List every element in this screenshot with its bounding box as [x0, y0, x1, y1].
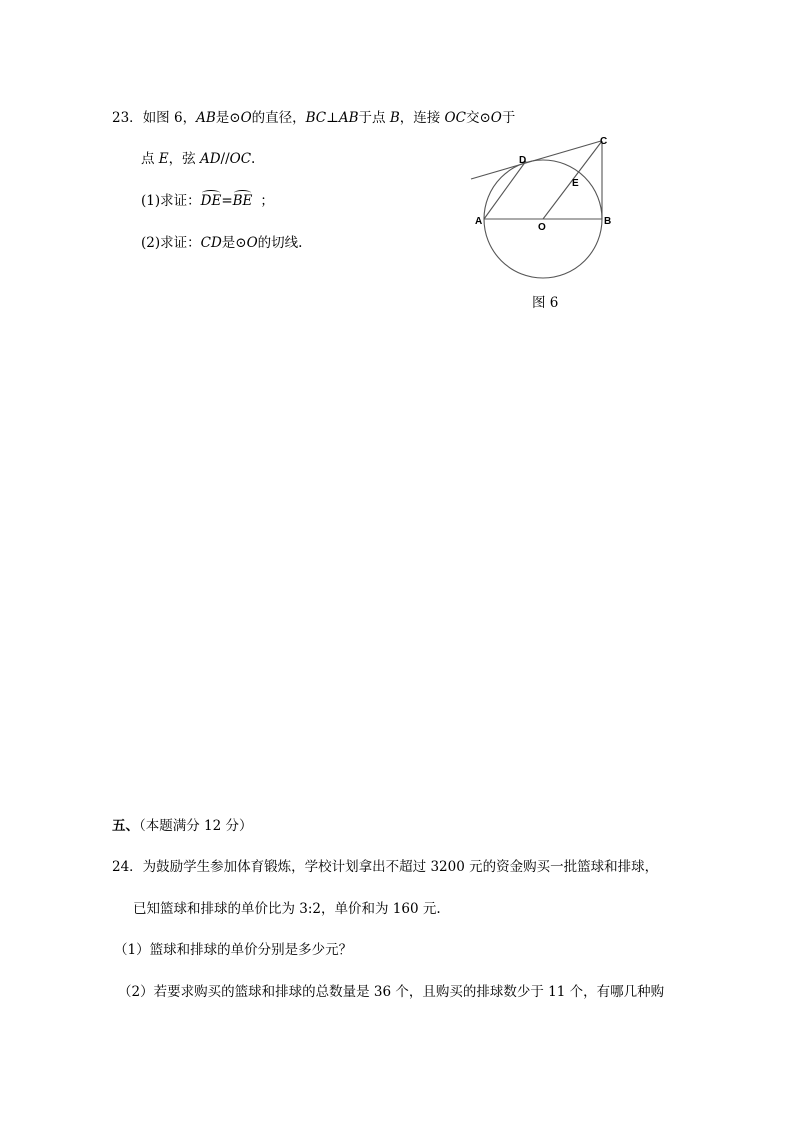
- arc-be: BE: [232, 193, 253, 209]
- q23-part-1: (1)求证：DE=BE ；: [141, 193, 274, 209]
- q24-part-2: （2）若要求购买的篮球和排球的总数量是 36 个，且购买的排球数少于 11 个，有哪几种购: [118, 984, 665, 1000]
- q23-line-2: 点 E，弦 AD//OC.: [141, 151, 256, 167]
- figure-6-geometry: [466, 132, 618, 284]
- section-5-heading: 五、（本题满分 12 分）: [112, 818, 253, 834]
- label-a: A: [475, 216, 483, 227]
- figure-6-caption: 图 6: [532, 295, 559, 311]
- q23-part-2: (2)求证：CD是⊙O的切线.: [141, 235, 303, 251]
- label-e: E: [572, 178, 579, 189]
- label-b: B: [604, 216, 612, 227]
- label-c: C: [600, 136, 608, 147]
- chord-ad: [484, 161, 526, 219]
- arc-de: DE: [200, 193, 222, 209]
- label-o: O: [538, 222, 546, 233]
- q24-part-1: （1）篮球和排球的单价分别是多少元？: [114, 942, 353, 958]
- q23-line-1: 23．如图 6，AB是⊙O的直径，BC⊥AB于点 B，连接 OC交⊙O于: [112, 110, 516, 126]
- label-d: D: [519, 155, 527, 166]
- tangent-line-cd: [471, 141, 601, 179]
- q24-line-1: 24．为鼓励学生参加体育锻炼，学校计划拿出不超过 3200 元的资金购买一批篮球和排球，: [112, 859, 659, 875]
- q24-line-2: 已知篮球和排球的单价比为 3:2，单价和为 160 元.: [133, 901, 441, 917]
